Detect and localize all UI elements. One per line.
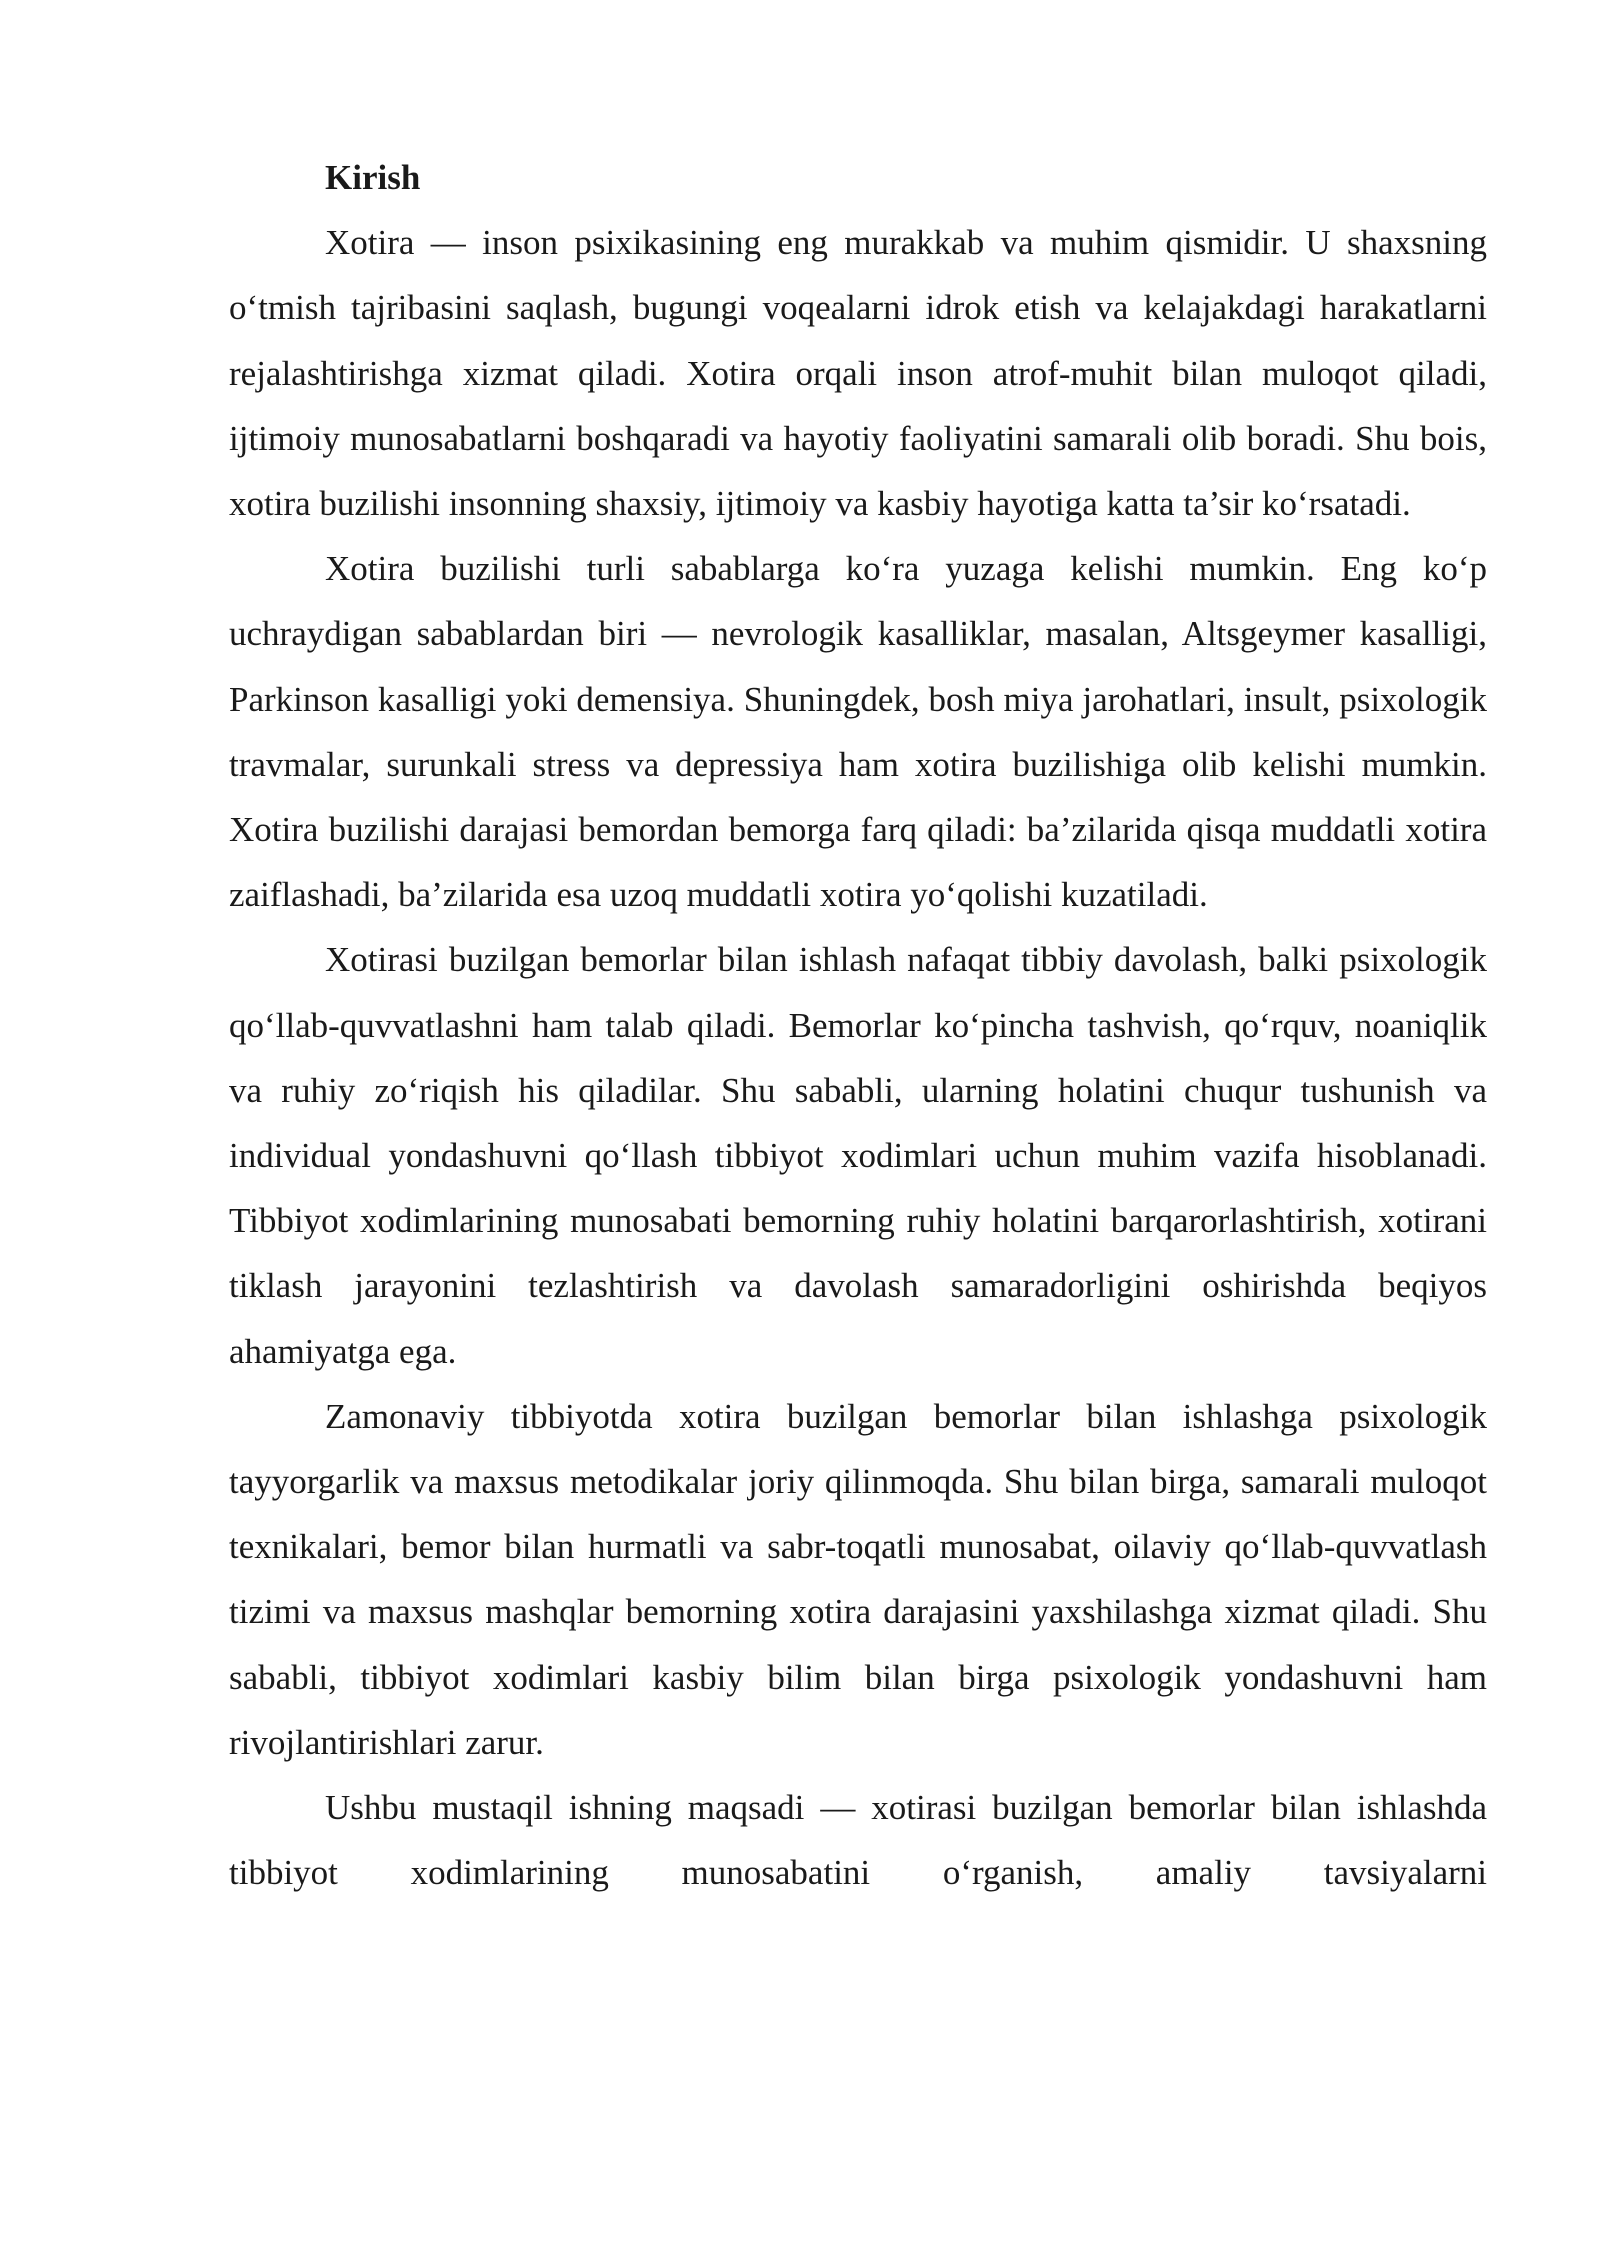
paragraph-4: Zamonaviy tibbiyotda xotira buzilgan bemorlar bilan ishlashga psixologik tayyorgarlik va maxsus metodikalar joriy qilinmoqda. Shu bilan birga, samarali muloqot texnikalari, bemor bilan hurmatli va sabr-toqatli munosabat, oilaviy qo‘llab-quvvatlash tizimi va maxsus mashqlar bemorning xotira darajasini yaxshilashga xizmat qiladi. Shu sababli, tibbiyot xodimlari kasbiy bilim bilan birga psixologik yondashuvni ham rivojlantirishlari zarur. [229,1396,1487,1762]
paragraph-2: Xotira buzilishi turli sabablarga ko‘ra yuzaga kelishi mumkin. Eng ko‘p uchraydigan sabablardan biri — nevrologik kasalliklar, masalan, Altsgeymer kasalligi, Parkinson kasalligi yoki demensiya. Shuningdek, bosh miya jarohatlari, insult, psixologik travmalar, surunkali stress va depressiya ham xotira buzilishiga olib kelishi mumkin. Xotira buzilishi darajasi bemordan bemorga farq qiladi: ba’zilarida qisqa muddatli xotira zaiflashadi, ba’zilarida esa uzoq muddatli xotira yo‘qolishi kuzatiladi. [229,549,1487,915]
paragraph-1: Xotira — inson psixikasining eng murakkab va muhim qismidir. U shaxsning o‘tmish tajribasini saqlash, bugungi voqealarni idrok etish va kelajakdagi harakatlarni rejalashtirishga xizmat qiladi. Xotira orqali inson atrof-muhit bilan muloqot qiladi, ijtimoiy munosabatlarni boshqaradi va hayotiy faoliyatini samarali olib boradi. Shu bois, xotira buzilishi insonning shaxsiy, ijtimoiy va kasbiy hayotiga katta ta’sir ko‘rsatadi. [229,223,1487,524]
section-heading: Kirish [325,158,421,197]
document-body [229,145,1487,1905]
paragraph-3: Xotirasi buzilgan bemorlar bilan ishlash nafaqat tibbiy davolash, balki psixologik qo‘llab-quvvatlashni ham talab qiladi. Bemorlar ko‘pincha tashvish, qo‘rquv, noaniqlik va ruhiy zo‘riqish his qiladilar. Shu sababli, ularning holatini chuqur tushunish va individual yondashuvni qo‘llash tibbiyot xodimlari uchun muhim vazifa hisoblanadi. Tibbiyot xodimlarining munosabati bemorning ruhiy holatini barqarorlashtirish, xotirani tiklash jarayonini tezlashtirish va davolash samaradorligini oshirishda beqiyos ahamiyatga ega. [229,940,1487,1371]
paragraph-5: Ushbu mustaqil ishning maqsadi — xotirasi buzilgan bemorlar bilan ishlashda tibbiyot xodimlarining munosabatini o‘rganish, amaliy tavsiyalarni [229,1788,1487,1893]
